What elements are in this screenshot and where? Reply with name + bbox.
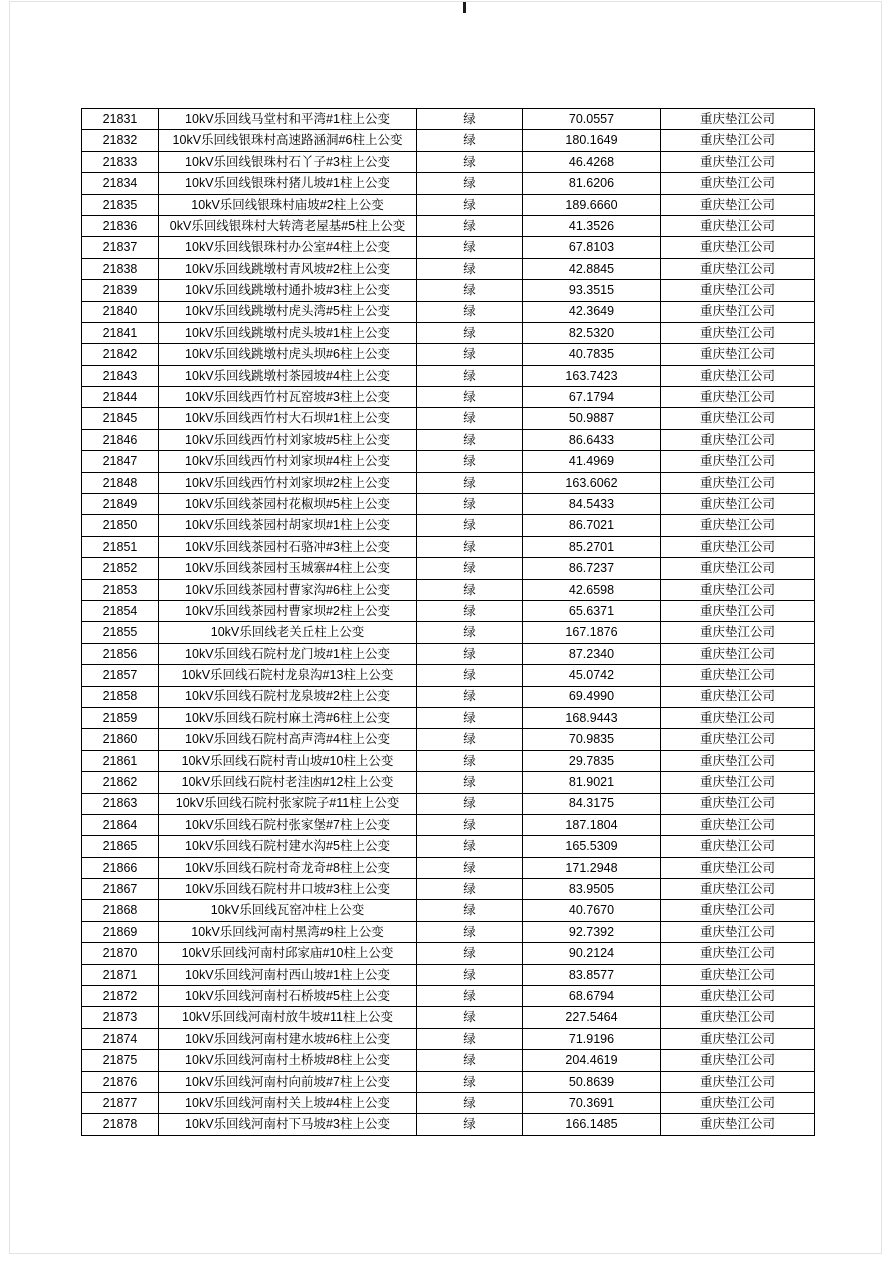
cell-value: 85.2701 — [523, 536, 661, 557]
cell-company: 重庆垫江公司 — [661, 280, 815, 301]
cell-company: 重庆垫江公司 — [661, 344, 815, 365]
table-row — [82, 536, 815, 557]
cell-id: 21833 — [82, 151, 159, 172]
cell-value: 50.8639 — [523, 1071, 661, 1092]
cell-company: 重庆垫江公司 — [661, 429, 815, 450]
cell-value: 166.1485 — [523, 1114, 661, 1136]
cell-id: 21840 — [82, 301, 159, 322]
cell-status: 绿 — [417, 622, 523, 643]
cell-name: 10kV乐回线石院村建水沟#5柱上公变 — [159, 836, 417, 857]
cell-name: 10kV乐回线石院村老洼凼#12柱上公变 — [159, 772, 417, 793]
table-row — [82, 387, 815, 408]
cell-status: 绿 — [417, 643, 523, 664]
table-row — [82, 814, 815, 835]
cell-status: 绿 — [417, 1071, 523, 1092]
cell-value: 92.7392 — [523, 921, 661, 942]
cell-value: 45.0742 — [523, 665, 661, 686]
table-row — [82, 151, 815, 172]
cell-id: 21876 — [82, 1071, 159, 1092]
cell-status: 绿 — [417, 814, 523, 835]
table-row — [82, 750, 815, 771]
page-top-mark — [463, 2, 466, 13]
cell-value: 50.9887 — [523, 408, 661, 429]
cell-status: 绿 — [417, 665, 523, 686]
cell-company: 重庆垫江公司 — [661, 258, 815, 279]
cell-value: 187.1804 — [523, 814, 661, 835]
cell-name: 10kV乐回线跳墩村茶园坡#4柱上公变 — [159, 365, 417, 386]
table-row — [82, 643, 815, 664]
table-row — [82, 365, 815, 386]
cell-company: 重庆垫江公司 — [661, 665, 815, 686]
table-row — [82, 943, 815, 964]
cell-value: 83.9505 — [523, 879, 661, 900]
table-row — [82, 879, 815, 900]
cell-value: 42.8845 — [523, 258, 661, 279]
cell-name: 10kV乐回线河南村土桥坡#8柱上公变 — [159, 1050, 417, 1071]
cell-id: 21873 — [82, 1007, 159, 1028]
cell-name: 10kV乐回线茶园村玉城寨#4柱上公变 — [159, 558, 417, 579]
cell-id: 21852 — [82, 558, 159, 579]
cell-id: 21858 — [82, 686, 159, 707]
table-row — [82, 451, 815, 472]
table-row — [82, 109, 815, 130]
table-row — [82, 429, 815, 450]
table-row — [82, 173, 815, 194]
cell-company: 重庆垫江公司 — [661, 814, 815, 835]
cell-value: 70.9835 — [523, 729, 661, 750]
cell-company: 重庆垫江公司 — [661, 900, 815, 921]
cell-id: 21836 — [82, 215, 159, 236]
cell-status: 绿 — [417, 536, 523, 557]
table-row — [82, 729, 815, 750]
cell-name: 10kV乐回线石院村麻土湾#6柱上公变 — [159, 707, 417, 728]
table-row — [82, 130, 815, 151]
cell-status: 绿 — [417, 1028, 523, 1049]
cell-company: 重庆垫江公司 — [661, 1114, 815, 1136]
cell-status: 绿 — [417, 515, 523, 536]
cell-status: 绿 — [417, 686, 523, 707]
cell-id: 21857 — [82, 665, 159, 686]
table-row — [82, 1071, 815, 1092]
cell-value: 41.3526 — [523, 215, 661, 236]
cell-value: 86.7237 — [523, 558, 661, 579]
cell-id: 21856 — [82, 643, 159, 664]
cell-company: 重庆垫江公司 — [661, 600, 815, 621]
cell-status: 绿 — [417, 1007, 523, 1028]
table-row — [82, 622, 815, 643]
cell-status: 绿 — [417, 836, 523, 857]
table-row — [82, 793, 815, 814]
cell-id: 21859 — [82, 707, 159, 728]
cell-name: 10kV乐回线河南村放牛坡#11柱上公变 — [159, 1007, 417, 1028]
cell-name: 10kV乐回线石院村井口坡#3柱上公变 — [159, 879, 417, 900]
cell-value: 82.5320 — [523, 322, 661, 343]
cell-id: 21853 — [82, 579, 159, 600]
cell-company: 重庆垫江公司 — [661, 1007, 815, 1028]
cell-value: 84.3175 — [523, 793, 661, 814]
cell-status: 绿 — [417, 900, 523, 921]
cell-status: 绿 — [417, 857, 523, 878]
cell-status: 绿 — [417, 943, 523, 964]
cell-status: 绿 — [417, 451, 523, 472]
cell-company: 重庆垫江公司 — [661, 237, 815, 258]
cell-id: 21846 — [82, 429, 159, 450]
table-row — [82, 900, 815, 921]
cell-id: 21871 — [82, 964, 159, 985]
cell-company: 重庆垫江公司 — [661, 301, 815, 322]
document-page — [9, 1, 882, 1254]
table-row — [82, 215, 815, 236]
cell-name: 10kV乐回线老关丘柱上公变 — [159, 622, 417, 643]
cell-company: 重庆垫江公司 — [661, 1028, 815, 1049]
cell-id: 21841 — [82, 322, 159, 343]
cell-company: 重庆垫江公司 — [661, 365, 815, 386]
table-row — [82, 194, 815, 215]
table-row — [82, 836, 815, 857]
cell-name: 10kV乐回线茶园村石骆冲#3柱上公变 — [159, 536, 417, 557]
cell-value: 81.6206 — [523, 173, 661, 194]
cell-id: 21850 — [82, 515, 159, 536]
cell-value: 46.4268 — [523, 151, 661, 172]
cell-company: 重庆垫江公司 — [661, 622, 815, 643]
cell-name: 10kV乐回线西竹村瓦窑坡#3柱上公变 — [159, 387, 417, 408]
cell-value: 40.7670 — [523, 900, 661, 921]
cell-status: 绿 — [417, 215, 523, 236]
cell-value: 171.2948 — [523, 857, 661, 878]
table-row — [82, 1050, 815, 1071]
cell-value: 90.2124 — [523, 943, 661, 964]
cell-id: 21844 — [82, 387, 159, 408]
cell-value: 70.3691 — [523, 1092, 661, 1113]
cell-company: 重庆垫江公司 — [661, 707, 815, 728]
cell-name: 10kV乐回线银珠村庙坡#2柱上公变 — [159, 194, 417, 215]
cell-name: 10kV乐回线茶园村胡家坝#1柱上公变 — [159, 515, 417, 536]
cell-company: 重庆垫江公司 — [661, 1071, 815, 1092]
cell-name: 10kV乐回线石院村高声湾#4柱上公变 — [159, 729, 417, 750]
cell-id: 21837 — [82, 237, 159, 258]
cell-name: 10kV乐回线石院村龙泉坡#2柱上公变 — [159, 686, 417, 707]
cell-name: 10kV乐回线西竹村刘家坝#2柱上公变 — [159, 472, 417, 493]
cell-value: 42.6598 — [523, 579, 661, 600]
table-row — [82, 258, 815, 279]
table-row — [82, 1114, 815, 1136]
cell-id: 21832 — [82, 130, 159, 151]
cell-status: 绿 — [417, 387, 523, 408]
table-row — [82, 322, 815, 343]
cell-company: 重庆垫江公司 — [661, 515, 815, 536]
cell-company: 重庆垫江公司 — [661, 130, 815, 151]
cell-name: 10kV乐回线茶园村花椒坝#5柱上公变 — [159, 494, 417, 515]
cell-value: 67.8103 — [523, 237, 661, 258]
table-row — [82, 280, 815, 301]
cell-id: 21834 — [82, 173, 159, 194]
cell-company: 重庆垫江公司 — [661, 729, 815, 750]
cell-name: 10kV乐回线石院村青山坡#10柱上公变 — [159, 750, 417, 771]
table-row — [82, 344, 815, 365]
cell-name: 10kV乐回线河南村下马坡#3柱上公变 — [159, 1114, 417, 1136]
cell-name: 10kV乐回线河南村邱家庙#10柱上公变 — [159, 943, 417, 964]
cell-status: 绿 — [417, 301, 523, 322]
table-row — [82, 600, 815, 621]
table-row — [82, 301, 815, 322]
cell-id: 21847 — [82, 451, 159, 472]
cell-name: 10kV乐回线西竹村刘家坝#4柱上公变 — [159, 451, 417, 472]
cell-status: 绿 — [417, 109, 523, 130]
cell-id: 21843 — [82, 365, 159, 386]
cell-name: 10kV乐回线石院村张家堡#7柱上公变 — [159, 814, 417, 835]
cell-status: 绿 — [417, 1092, 523, 1113]
cell-id: 21845 — [82, 408, 159, 429]
cell-status: 绿 — [417, 344, 523, 365]
cell-name: 10kV乐回线河南村石桥坡#5柱上公变 — [159, 986, 417, 1007]
cell-value: 167.1876 — [523, 622, 661, 643]
cell-name: 10kV乐回线瓦窑冲柱上公变 — [159, 900, 417, 921]
cell-company: 重庆垫江公司 — [661, 964, 815, 985]
cell-id: 21875 — [82, 1050, 159, 1071]
cell-id: 21863 — [82, 793, 159, 814]
cell-company: 重庆垫江公司 — [661, 943, 815, 964]
cell-id: 21848 — [82, 472, 159, 493]
transformer-table — [81, 108, 815, 1136]
cell-company: 重庆垫江公司 — [661, 322, 815, 343]
cell-status: 绿 — [417, 494, 523, 515]
cell-status: 绿 — [417, 793, 523, 814]
cell-id: 21839 — [82, 280, 159, 301]
cell-company: 重庆垫江公司 — [661, 387, 815, 408]
table-row — [82, 772, 815, 793]
cell-id: 21831 — [82, 109, 159, 130]
cell-value: 189.6660 — [523, 194, 661, 215]
cell-name: 10kV乐回线河南村黑湾#9柱上公变 — [159, 921, 417, 942]
cell-name: 10kV乐回线跳墩村青风坡#2柱上公变 — [159, 258, 417, 279]
cell-id: 21838 — [82, 258, 159, 279]
cell-name: 10kV乐回线西竹村大石坝#1柱上公变 — [159, 408, 417, 429]
table-row — [82, 408, 815, 429]
cell-name: 10kV乐回线河南村向前坡#7柱上公变 — [159, 1071, 417, 1092]
cell-value: 42.3649 — [523, 301, 661, 322]
cell-company: 重庆垫江公司 — [661, 194, 815, 215]
cell-company: 重庆垫江公司 — [661, 921, 815, 942]
cell-status: 绿 — [417, 194, 523, 215]
cell-value: 163.7423 — [523, 365, 661, 386]
cell-company: 重庆垫江公司 — [661, 643, 815, 664]
table-row — [82, 579, 815, 600]
cell-id: 21866 — [82, 857, 159, 878]
cell-status: 绿 — [417, 729, 523, 750]
cell-value: 86.6433 — [523, 429, 661, 450]
table-row — [82, 921, 815, 942]
cell-status: 绿 — [417, 558, 523, 579]
cell-company: 重庆垫江公司 — [661, 750, 815, 771]
cell-company: 重庆垫江公司 — [661, 686, 815, 707]
cell-name: 10kV乐回线河南村关上坡#4柱上公变 — [159, 1092, 417, 1113]
cell-name: 10kV乐回线西竹村刘家坡#5柱上公变 — [159, 429, 417, 450]
cell-id: 21854 — [82, 600, 159, 621]
table-row — [82, 964, 815, 985]
cell-name: 10kV乐回线茶园村曹家坝#2柱上公变 — [159, 600, 417, 621]
cell-company: 重庆垫江公司 — [661, 215, 815, 236]
table-row — [82, 237, 815, 258]
cell-name: 10kV乐回线石院村龙泉沟#13柱上公变 — [159, 665, 417, 686]
cell-status: 绿 — [417, 408, 523, 429]
cell-status: 绿 — [417, 429, 523, 450]
table-row — [82, 986, 815, 1007]
cell-status: 绿 — [417, 707, 523, 728]
cell-company: 重庆垫江公司 — [661, 109, 815, 130]
cell-id: 21870 — [82, 943, 159, 964]
cell-value: 70.0557 — [523, 109, 661, 130]
cell-status: 绿 — [417, 365, 523, 386]
cell-status: 绿 — [417, 879, 523, 900]
cell-value: 71.9196 — [523, 1028, 661, 1049]
table-row — [82, 665, 815, 686]
cell-value: 180.1649 — [523, 130, 661, 151]
cell-value: 165.5309 — [523, 836, 661, 857]
cell-company: 重庆垫江公司 — [661, 451, 815, 472]
table-row — [82, 1007, 815, 1028]
cell-value: 84.5433 — [523, 494, 661, 515]
table-row — [82, 857, 815, 878]
cell-name: 10kV乐回线河南村西山坡#1柱上公变 — [159, 964, 417, 985]
cell-company: 重庆垫江公司 — [661, 151, 815, 172]
cell-status: 绿 — [417, 237, 523, 258]
cell-company: 重庆垫江公司 — [661, 536, 815, 557]
cell-value: 83.8577 — [523, 964, 661, 985]
cell-company: 重庆垫江公司 — [661, 494, 815, 515]
cell-name: 10kV乐回线银珠村高速路涵洞#6柱上公变 — [159, 130, 417, 151]
cell-id: 21860 — [82, 729, 159, 750]
cell-name: 0kV乐回线银珠村大转湾老屋基#5柱上公变 — [159, 215, 417, 236]
cell-id: 21862 — [82, 772, 159, 793]
cell-id: 21849 — [82, 494, 159, 515]
cell-status: 绿 — [417, 772, 523, 793]
table-row — [82, 707, 815, 728]
cell-status: 绿 — [417, 600, 523, 621]
cell-name: 10kV乐回线马堂村和平湾#1柱上公变 — [159, 109, 417, 130]
cell-value: 40.7835 — [523, 344, 661, 365]
cell-status: 绿 — [417, 986, 523, 1007]
cell-id: 21865 — [82, 836, 159, 857]
cell-value: 68.6794 — [523, 986, 661, 1007]
cell-value: 29.7835 — [523, 750, 661, 771]
cell-status: 绿 — [417, 280, 523, 301]
cell-company: 重庆垫江公司 — [661, 772, 815, 793]
cell-company: 重庆垫江公司 — [661, 408, 815, 429]
table-row — [82, 515, 815, 536]
cell-value: 69.4990 — [523, 686, 661, 707]
cell-id: 21864 — [82, 814, 159, 835]
table-row — [82, 494, 815, 515]
cell-status: 绿 — [417, 750, 523, 771]
cell-company: 重庆垫江公司 — [661, 879, 815, 900]
cell-name: 10kV乐回线河南村建水坡#6柱上公变 — [159, 1028, 417, 1049]
cell-value: 168.9443 — [523, 707, 661, 728]
table-row — [82, 558, 815, 579]
cell-status: 绿 — [417, 579, 523, 600]
cell-id: 21877 — [82, 1092, 159, 1113]
cell-name: 10kV乐回线石院村龙门坡#1柱上公变 — [159, 643, 417, 664]
cell-id: 21835 — [82, 194, 159, 215]
cell-company: 重庆垫江公司 — [661, 1092, 815, 1113]
cell-id: 21868 — [82, 900, 159, 921]
cell-company: 重庆垫江公司 — [661, 836, 815, 857]
cell-id: 21842 — [82, 344, 159, 365]
cell-id: 21869 — [82, 921, 159, 942]
cell-id: 21874 — [82, 1028, 159, 1049]
cell-name: 10kV乐回线跳墩村虎头湾#5柱上公变 — [159, 301, 417, 322]
cell-value: 204.4619 — [523, 1050, 661, 1071]
cell-value: 81.9021 — [523, 772, 661, 793]
cell-name: 10kV乐回线银珠村办公室#4柱上公变 — [159, 237, 417, 258]
cell-id: 21878 — [82, 1114, 159, 1136]
cell-name: 10kV乐回线石院村奇龙奇#8柱上公变 — [159, 857, 417, 878]
cell-value: 65.6371 — [523, 600, 661, 621]
cell-name: 10kV乐回线银珠村石丫子#3柱上公变 — [159, 151, 417, 172]
cell-status: 绿 — [417, 173, 523, 194]
cell-value: 67.1794 — [523, 387, 661, 408]
cell-status: 绿 — [417, 130, 523, 151]
cell-status: 绿 — [417, 964, 523, 985]
cell-status: 绿 — [417, 258, 523, 279]
cell-name: 10kV乐回线石院村张家院子#11柱上公变 — [159, 793, 417, 814]
cell-status: 绿 — [417, 921, 523, 942]
cell-id: 21867 — [82, 879, 159, 900]
cell-name: 10kV乐回线跳墩村虎头坡#1柱上公变 — [159, 322, 417, 343]
cell-value: 93.3515 — [523, 280, 661, 301]
cell-name: 10kV乐回线银珠村猪儿坡#1柱上公变 — [159, 173, 417, 194]
cell-name: 10kV乐回线跳墩村虎头坝#6柱上公变 — [159, 344, 417, 365]
cell-company: 重庆垫江公司 — [661, 793, 815, 814]
cell-id: 21851 — [82, 536, 159, 557]
cell-status: 绿 — [417, 151, 523, 172]
cell-company: 重庆垫江公司 — [661, 472, 815, 493]
cell-company: 重庆垫江公司 — [661, 986, 815, 1007]
cell-status: 绿 — [417, 1050, 523, 1071]
cell-company: 重庆垫江公司 — [661, 579, 815, 600]
cell-value: 227.5464 — [523, 1007, 661, 1028]
cell-company: 重庆垫江公司 — [661, 857, 815, 878]
cell-name: 10kV乐回线跳墩村通扑坡#3柱上公变 — [159, 280, 417, 301]
cell-company: 重庆垫江公司 — [661, 173, 815, 194]
cell-company: 重庆垫江公司 — [661, 1050, 815, 1071]
table-row — [82, 1028, 815, 1049]
cell-status: 绿 — [417, 1114, 523, 1136]
cell-value: 163.6062 — [523, 472, 661, 493]
table-body — [82, 109, 815, 1136]
table-row — [82, 472, 815, 493]
cell-id: 21861 — [82, 750, 159, 771]
cell-status: 绿 — [417, 322, 523, 343]
cell-id: 21855 — [82, 622, 159, 643]
cell-value: 41.4969 — [523, 451, 661, 472]
cell-status: 绿 — [417, 472, 523, 493]
cell-company: 重庆垫江公司 — [661, 558, 815, 579]
cell-id: 21872 — [82, 986, 159, 1007]
cell-value: 87.2340 — [523, 643, 661, 664]
table-row — [82, 686, 815, 707]
table-row — [82, 1092, 815, 1113]
cell-value: 86.7021 — [523, 515, 661, 536]
cell-name: 10kV乐回线茶园村曹家沟#6柱上公变 — [159, 579, 417, 600]
